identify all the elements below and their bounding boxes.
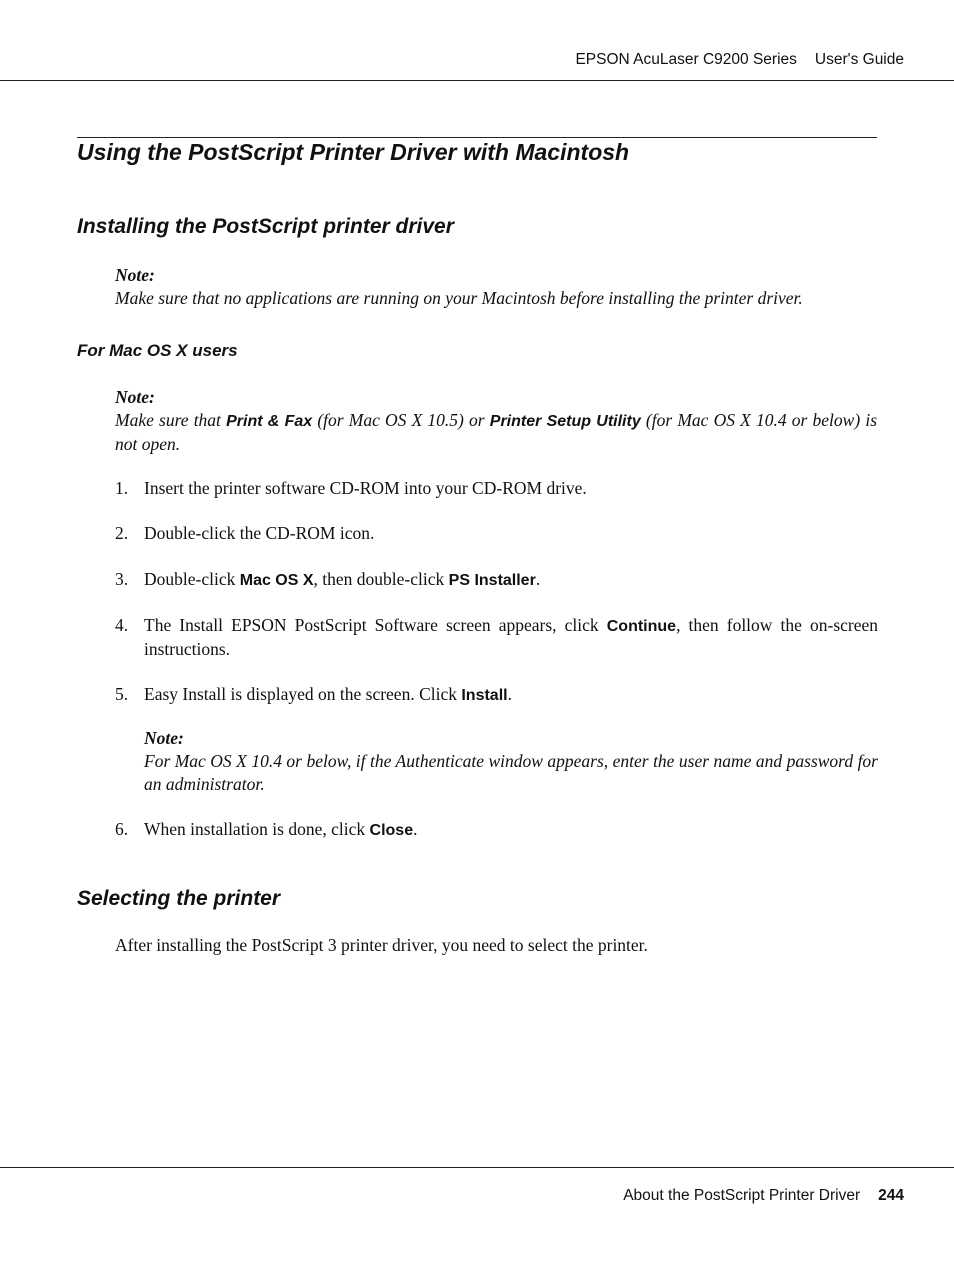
note-authenticate: [144, 727, 878, 796]
ui-term-mac-os-x: Mac OS X: [239, 572, 314, 589]
note-text: Make sure that Print & Fax (for Mac OS X 10.5) or Printer Setup Utility (for Mac OS X 10.4 or below) is not open.: [115, 410, 878, 454]
header-guide: User's Guide: [814, 51, 904, 68]
select-paragraph: After installing the PostScript 3 printer driver, you need to select the printer.: [115, 935, 648, 955]
section-rule: [77, 137, 877, 138]
ui-term-continue: Continue: [606, 618, 677, 635]
note-label: Note:: [115, 265, 155, 285]
note-text: For Mac OS X 10.4 or below, if the Authenticate window appears, enter the user name and password for an administrator.: [144, 751, 878, 794]
step-text: The Install EPSON PostScript Software screen appears, click Continue, then follow the on-screen instructions.: [144, 615, 879, 659]
select-heading: Selecting the printer: [77, 887, 281, 910]
note-label: Note:: [144, 728, 184, 748]
ui-term-install: Install: [461, 687, 508, 704]
section-title: Using the PostScript Printer Driver with Macintosh: [77, 139, 630, 165]
mac-os-x-heading: For Mac OS X users: [77, 341, 238, 360]
note-print-fax: [115, 386, 877, 456]
note-label: Note:: [115, 387, 155, 407]
note-text: Make sure that no applications are running on your Macintosh before installing the printer driver.: [115, 288, 803, 308]
step-text: Double-click Mac OS X, then double-click PS Installer.: [144, 569, 541, 589]
page-number: 244: [878, 1187, 904, 1204]
step-text: Insert the printer software CD-ROM into your CD-ROM drive.: [144, 478, 587, 498]
install-heading: Installing the PostScript printer driver: [77, 215, 454, 238]
page-footer: [623, 1187, 904, 1205]
header-product: EPSON AcuLaser C9200 Series: [575, 51, 797, 68]
header-rule: [0, 80, 954, 81]
note-no-applications: [115, 264, 877, 310]
step-text: When installation is done, click Close.: [144, 819, 418, 839]
footer-rule: [0, 1167, 954, 1168]
ui-term-close: Close: [369, 822, 414, 839]
ui-term-printer-setup-utility: Printer Setup Utility: [489, 413, 641, 430]
step-text: Easy Install is displayed on the screen. Click Install.: [144, 684, 512, 704]
ui-term-ps-installer: PS Installer: [448, 572, 536, 589]
ui-term-print-fax: Print & Fax: [226, 413, 313, 430]
step-text: Double-click the CD-ROM icon.: [144, 523, 375, 543]
page-header: [575, 51, 904, 69]
footer-chapter: About the PostScript Printer Driver: [623, 1187, 861, 1204]
